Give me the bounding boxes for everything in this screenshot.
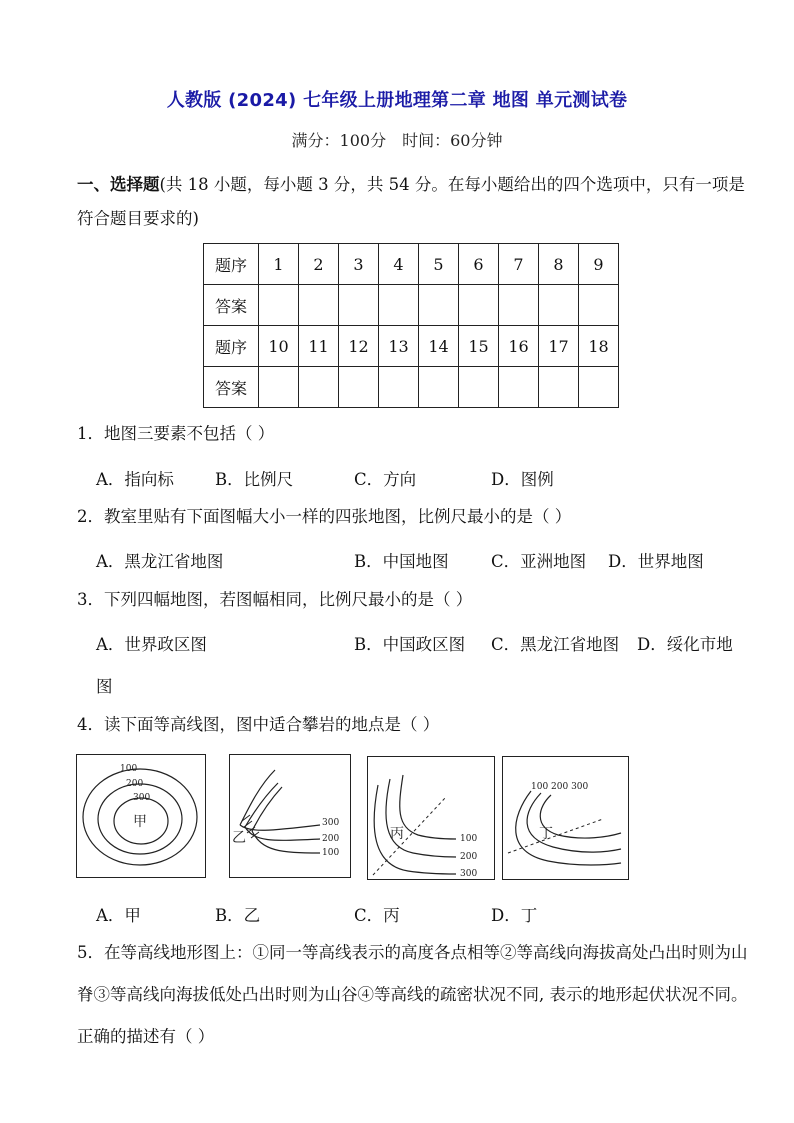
table-cell: 1	[259, 244, 299, 285]
table-row	[204, 285, 619, 326]
q3-option-d-continued: 图	[96, 677, 113, 696]
table-cell: 2	[299, 244, 339, 285]
ridge-contours	[503, 757, 630, 881]
section-description: (共 18 小题，每小题 3 分，共 54 分。在每小题给出的四个选项中，只有一项是符合题目要求的)	[77, 175, 745, 228]
q2-option-d[interactable]: D．世界地图	[608, 552, 704, 571]
place-label-bing: 丙	[390, 826, 404, 842]
answer-cell[interactable]	[339, 285, 379, 326]
table-header-cell: 答案	[204, 367, 259, 408]
table-cell: 17	[539, 326, 579, 367]
table-cell: 7	[499, 244, 539, 285]
answer-cell[interactable]	[259, 285, 299, 326]
answer-cell[interactable]	[579, 367, 619, 408]
contour-map-yi	[229, 754, 351, 878]
answer-cell[interactable]	[299, 285, 339, 326]
table-row	[204, 244, 619, 285]
contour-label: 300	[322, 818, 340, 828]
answer-cell[interactable]	[339, 367, 379, 408]
table-cell: 5	[419, 244, 459, 285]
contour-label: 200	[126, 779, 144, 789]
table-cell: 4	[379, 244, 419, 285]
table-header-cell: 题序	[204, 326, 259, 367]
q2-option-b[interactable]: B．中国地图	[354, 552, 449, 571]
table-cell: 16	[499, 326, 539, 367]
question-5-stem: 5．在等高线地形图上：①同一等高线表示的高度各点相等②等高线向海拔高处凸出时则为山脊③等高线向海拔低处凸出时则为山谷④等高线的疏密状况不同, 表示的地形起伏状况不同。正确的描述有（ ）	[77, 943, 748, 1046]
answer-cell[interactable]	[299, 367, 339, 408]
answer-table	[203, 243, 619, 408]
contour-label: 200	[460, 852, 478, 862]
table-cell: 8	[539, 244, 579, 285]
contour-map-jia	[76, 754, 206, 878]
q4-option-d[interactable]: D．丁	[491, 906, 538, 925]
table-cell: 15	[459, 326, 499, 367]
table-cell: 3	[339, 244, 379, 285]
answer-cell[interactable]	[459, 285, 499, 326]
q3-option-d[interactable]: D．绥化市地	[637, 635, 733, 654]
page-title: 人教版 (2024) 七年级上册地理第二章 地图 单元测试卷	[166, 90, 628, 111]
q1-option-c[interactable]: C．方向	[354, 470, 417, 489]
section-instructions	[77, 168, 757, 236]
q1-option-b[interactable]: B．比例尺	[215, 470, 294, 489]
place-label-jia: 甲	[133, 814, 147, 830]
section-heading: 一、选择题	[77, 175, 160, 194]
q3-option-b[interactable]: B．中国政区图	[354, 635, 466, 654]
q2-option-a[interactable]: A．黑龙江省地图	[96, 552, 224, 571]
answer-cell[interactable]	[499, 285, 539, 326]
q3-option-c[interactable]: C．黑龙江省地图	[491, 635, 620, 654]
valley-contours	[368, 757, 496, 881]
question-1-stem: 1．地图三要素不包括（ ）	[77, 424, 275, 443]
q2-option-c[interactable]: C．亚洲地图	[491, 552, 587, 571]
answer-cell[interactable]	[379, 367, 419, 408]
contour-map-bing	[367, 756, 495, 880]
contour-label: 100 200 300	[531, 782, 589, 792]
contour-label: 100	[460, 834, 478, 844]
answer-cell[interactable]	[379, 285, 419, 326]
answer-cell[interactable]	[579, 285, 619, 326]
table-row	[204, 326, 619, 367]
answer-cell[interactable]	[259, 367, 299, 408]
q1-option-d[interactable]: D．图例	[491, 470, 554, 489]
table-cell: 10	[259, 326, 299, 367]
table-row	[204, 367, 619, 408]
contour-label: 100	[322, 848, 340, 858]
table-cell: 11	[299, 326, 339, 367]
q4-option-b[interactable]: B．乙	[215, 906, 261, 925]
q4-option-a[interactable]: A．甲	[96, 906, 141, 925]
page-subtitle: 满分：100分 时间：60分钟	[291, 131, 503, 150]
question-4-stem: 4．读下面等高线图，图中适合攀岩的地点是（ ）	[77, 715, 440, 734]
contour-label: 300	[133, 793, 151, 803]
table-cell: 14	[419, 326, 459, 367]
table-cell: 13	[379, 326, 419, 367]
contour-label: 100	[120, 764, 138, 774]
table-cell: 9	[579, 244, 619, 285]
table-cell: 18	[579, 326, 619, 367]
answer-cell[interactable]	[539, 285, 579, 326]
answer-cell[interactable]	[539, 367, 579, 408]
answer-cell[interactable]	[499, 367, 539, 408]
answer-cell[interactable]	[419, 367, 459, 408]
contour-map-ding	[502, 756, 629, 880]
cliff-contours	[230, 755, 352, 879]
contour-label: 200	[322, 834, 340, 844]
table-header-cell: 答案	[204, 285, 259, 326]
q1-option-a[interactable]: A．指向标	[96, 470, 174, 489]
table-header-cell: 题序	[204, 244, 259, 285]
answer-cell[interactable]	[419, 285, 459, 326]
q3-option-a[interactable]: A．世界政区图	[96, 635, 207, 654]
question-2-stem: 2．教室里贴有下面图幅大小一样的四张地图，比例尺最小的是（ ）	[77, 507, 572, 526]
table-cell: 12	[339, 326, 379, 367]
q4-option-c[interactable]: C．丙	[354, 906, 400, 925]
contour-label: 300	[460, 869, 478, 879]
place-label-ding: 丁	[539, 826, 553, 842]
table-cell: 6	[459, 244, 499, 285]
answer-cell[interactable]	[459, 367, 499, 408]
question-3-stem: 3．下列四幅地图，若图幅相同，比例尺最小的是（ ）	[77, 590, 473, 609]
place-label-yi: 乙	[232, 830, 246, 846]
